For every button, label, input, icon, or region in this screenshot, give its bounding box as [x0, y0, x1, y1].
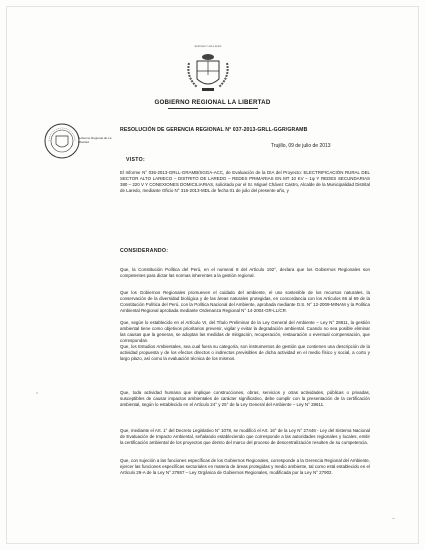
visto-heading: VISTO: [126, 157, 145, 163]
considerando-paragraph: Que, según lo establecido en el Artículo VI, del Título Preliminar de la Ley General del Ambiente – Ley N° 28611, la gestión ambiental tiene como objetivos prioritarios prevenir, vigilar y evitar la degradación ambiental. Cuando no sea posible eliminar las causas que la generan, se adoptan las medidas de mitigación, recuperación, restauración o eventual compensación, que correspondan. [120, 320, 370, 344]
organization-title: GOBIERNO REGIONAL LA LIBERTAD [154, 99, 271, 106]
considerando-paragraph: Que, mediante el Art. 1° del Decreto Legislativo N° 1078, se modificó el Art. 16° de la Ley N° 27446 - Ley del Sistema Nacional de Evaluación de Impacto Ambiental, señalando estableciendo que corresponde a las autoridades regionales y locales, emitir la certificación ambiental de los proyectos que dentro del marco del proceso de descentralización resulten de su competencia. [120, 428, 370, 446]
visto-paragraph: El Informe N° 036-2013-GRLL-GRAMB/SGGA-ACC, de Evaluación de la DIA del Proyecto: ELECTRIFICACIÓN RURAL DEL SECTOR ALTO LARIECO – DISTRITO DE LAREDO – REDES PRIMARIAS EN MT 10 KV – 1φ Y REDES SECUNDARIAS 380 – 220 V Y CONEXIONES DOMICILIARIAS, solicitado por el Sr. Miguel Chávez Castro, Alcalde de la Municipalidad Distrital de Laredo, mediante Oficio N° 316-2013-MDL de fecha 01 de julio del presente año, y [120, 170, 370, 194]
considerando-paragraph: Que, toda actividad humana que implique construcciones, obras, servicios y otras actividades, públicas o privadas, susceptibles de causar impactos ambientales de carácter significativo, debe cumplir con la presentación de la certificación ambiental, según lo establecido en el Artículo 24° y 25° de la Ley General del Ambiente – Ley N° 28611. [120, 390, 370, 408]
place-and-date: Trujillo, 09 de julio de 2013 [271, 143, 331, 149]
scan-speck [392, 518, 395, 519]
resolution-number: RESOLUCIÓN DE GERENCIA REGIONAL N° 037-2013-GRLL-GGR/GRAMB [120, 127, 308, 133]
scan-speck [36, 392, 38, 394]
considerando-paragraph: Que los Gobiernos Regionales promueven el cuidado del ambiente, el uso sostenible de los recursos naturales, la conservación de la diversidad biológica y de las áreas naturales protegidas, en concordancia con los Artículos 66 al 69 de la Constitución Política del Perú, con la Política Nacional del Ambiente, aprobada mediante D.S. N° 12-2009-MINAM y la Política Ambiental Regional aprobada mediante Ordenanza Regional N° 14-2004-GR-LL/CR. [120, 290, 370, 314]
emblem-label: REPÚBLICA DEL PERÚ [194, 45, 222, 48]
considerando-paragraph: Que, con sujeción a las funciones específicas de los Gobiernos Regionales, corresponde a la Gerencia Regional del Ambiente, ejercer las funciones específicas sectoriales en materia de áreas protegidas y medio ambiente, tal como está establecido en el Artículo 29-A de la Ley N° 27867 – Ley Orgánica de Gobiernos Regionales, modificada por la Ley N° 27902. [120, 458, 370, 476]
national-emblem-icon [183, 47, 233, 95]
official-seal-icon [43, 122, 81, 160]
title-underline [168, 108, 258, 109]
considerando-heading: CONSIDERANDO: [120, 248, 169, 254]
seal-caption: Gobierno Regional de La Libertad [78, 136, 112, 144]
considerando-paragraph: Que, los Estudios Ambientales, sea cual fuera su categoría, son instrumentos de gestión que contienen una descripción de la actividad propuesta y de los efectos directos o indirectos previsibles de dicha actividad en el medio físico y social, a corto y largo plazo, así como la evaluación técnica de los mismos. [120, 344, 370, 362]
considerando-paragraph: Que, la Constitución Política del Perú, en el numeral 8 del Artículo 192°, declara que los Gobiernos Regionales son competentes para dictar las normas inherentes a la gestión regional. [120, 267, 370, 279]
